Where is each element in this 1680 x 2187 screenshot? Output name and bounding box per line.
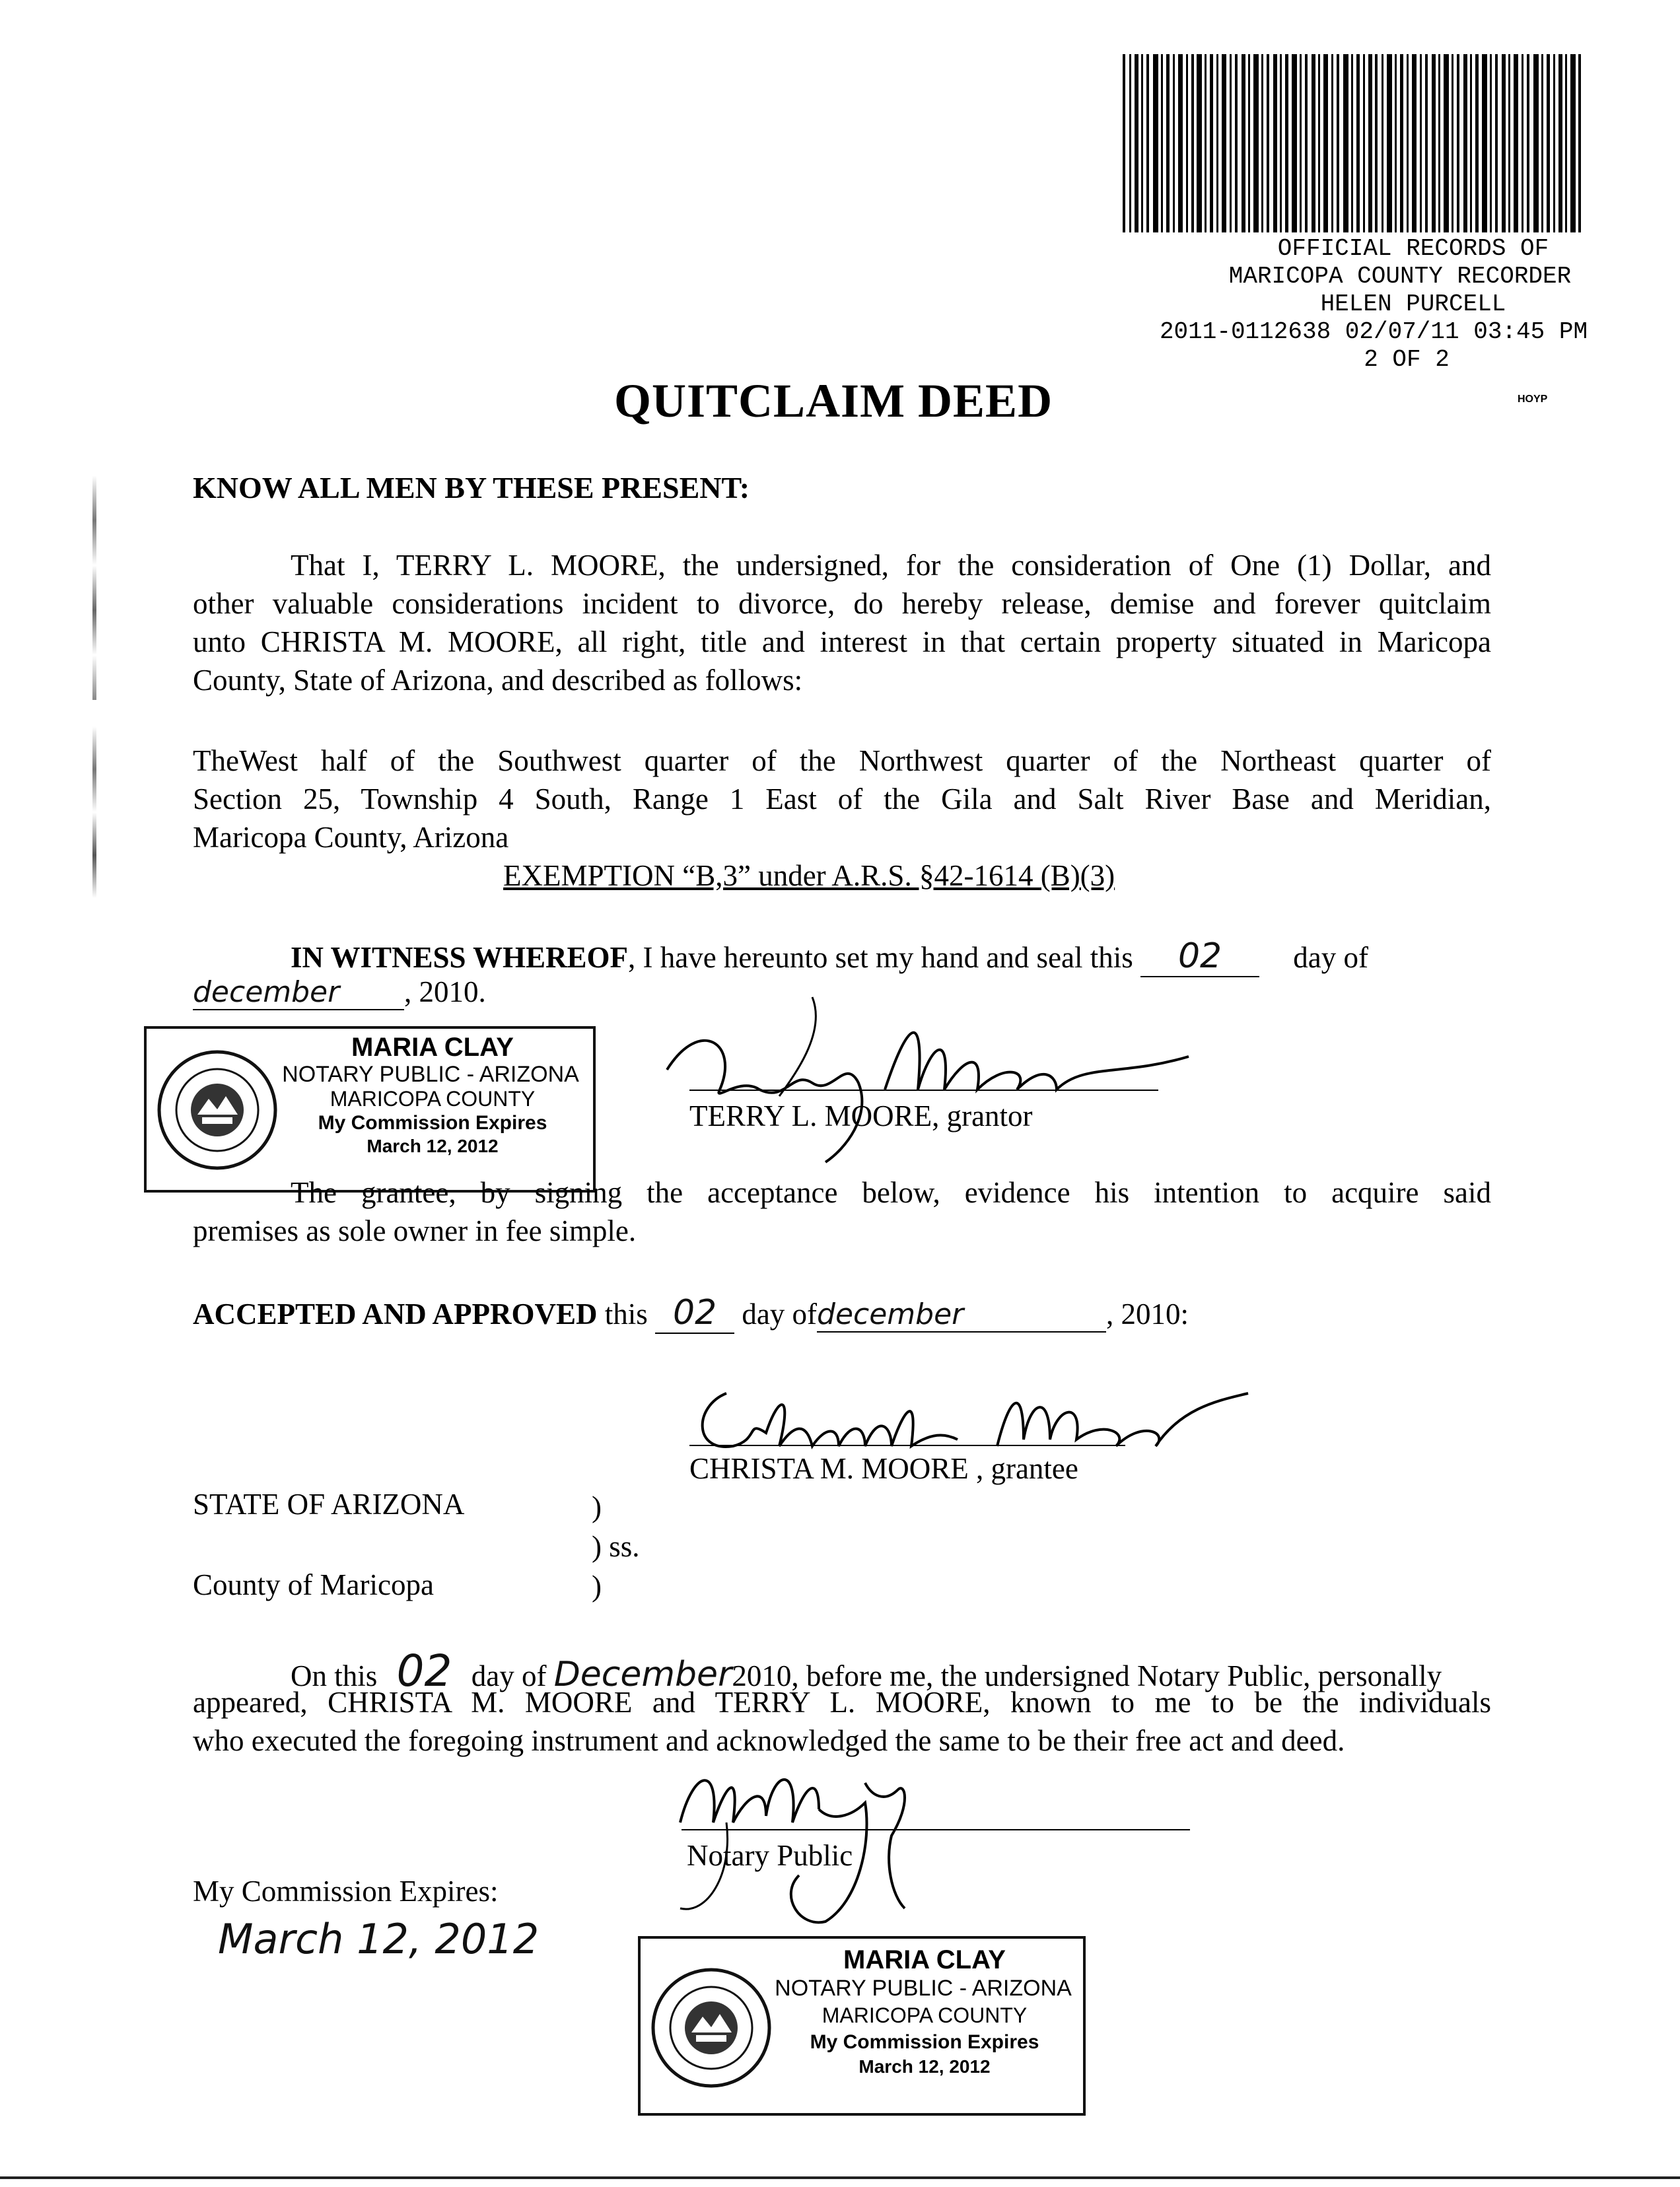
stamp-2-county: MARICOPA COUNTY [822, 2003, 1028, 2027]
legal-line-1: TheWest half of the Southwest quarter of the Northwest quarter of the Northeast quarter of [193, 744, 1491, 777]
ack-month-handwritten: December [553, 1655, 732, 1694]
para1-line-2: other valuable considerations incident to divorce, do hereby release, demise and forever quitclaim [193, 587, 1491, 620]
para1-text-1: That I, TERRY L. MOORE, the undersigned, for the consideration of One (1) Dollar, and [291, 549, 1491, 582]
grantor-signature [660, 990, 1202, 1175]
venue-county: County of Maricopa [193, 1568, 434, 1601]
witness-month-field [193, 975, 404, 1010]
arizona-seal-icon [650, 1966, 773, 2089]
grantor-signature-line [689, 1090, 1158, 1091]
commission-date-handwritten: March 12, 2012 [218, 1915, 540, 1963]
notary-stamp-2 [638, 1936, 1086, 2116]
accepted-month-field [817, 1297, 1106, 1333]
stamp-expires-label: My Commission Expires [318, 1112, 547, 1134]
grantee-para-line-2: premises as sole owner in fee simple. [193, 1214, 637, 1247]
scan-artifact [92, 726, 96, 898]
scan-artifact [92, 475, 96, 700]
recorder-line-2: MARICOPA COUNTY RECORDER [1228, 263, 1572, 290]
ack-on-this: On this [291, 1659, 378, 1692]
witness-day-field [1140, 936, 1259, 977]
accepted-month-handwritten: december [817, 1298, 964, 1331]
witness-month-handwritten: december [193, 975, 340, 1009]
witness-day-handwritten: 02 [1177, 936, 1222, 976]
stamp-expires-date: March 12, 2012 [367, 1136, 499, 1156]
exemption: EXEMPTION “B,3” under A.R.S. §42-1614 (B)(3) [503, 859, 1115, 892]
recorder-block [1123, 235, 1625, 374]
grantee-label: CHRISTA M. MOORE , grantee [689, 1452, 1078, 1485]
notary-signature-line [682, 1829, 1190, 1830]
grantee-para-line-1: The grantee, by signing the acceptance below, evidence his intention to acquire said [291, 1176, 1491, 1209]
ack-day-of: day of [471, 1659, 547, 1692]
witness-month-line [193, 975, 486, 1010]
stamp-title: NOTARY PUBLIC - ARIZONA [282, 1062, 579, 1087]
accepted-this: this [604, 1298, 648, 1331]
arizona-seal-icon [156, 1049, 279, 1171]
witness-bold: IN WITNESS WHEREOF [291, 941, 628, 974]
stamp-name: MARIA CLAY [351, 1033, 514, 1062]
bottom-border [0, 2176, 1680, 2179]
stamp-2-expires-date: March 12, 2012 [858, 2056, 991, 2077]
notary-stamp [144, 1026, 596, 1193]
ack-line-2: appeared, CHRISTA M. MOORE and TERRY L. MOORE, known to me to be the individuals [193, 1686, 1491, 1719]
venue-ss: ) ss. [592, 1530, 640, 1563]
stamp-2-name: MARIA CLAY [843, 1945, 1006, 1974]
witness-text: , I have hereunto set my hand and seal this [628, 941, 1133, 974]
witness-line [291, 936, 1368, 977]
witness-day-of: day of [1293, 941, 1368, 974]
accepted-day-field [655, 1293, 734, 1334]
accepted-line [193, 1293, 1189, 1334]
venue-state: STATE OF ARIZONA [193, 1488, 465, 1521]
ack-day-handwritten: 02 [396, 1646, 452, 1696]
recorder-line-3: HELEN PURCELL [1320, 291, 1506, 318]
recorder-line-1: OFFICIAL RECORDS OF [1277, 235, 1549, 262]
heading: KNOW ALL MEN BY THESE PRESENT: [193, 471, 750, 504]
barcode [1123, 54, 1585, 232]
witness-year: , 2010. [404, 975, 486, 1008]
para1-line-4: County, State of Arizona, and described as follows: [193, 664, 803, 697]
ack-line-3: who executed the foregoing instrument and acknowledged the same to be their free act and deed. [193, 1724, 1345, 1757]
accepted-day-of: day of [742, 1298, 818, 1331]
recorder-code: HOYP [1518, 394, 1548, 405]
venue-paren-1: ) [592, 1490, 602, 1523]
venue-paren-3: ) [592, 1570, 602, 1603]
stamp-county: MARICOPA COUNTY [330, 1087, 536, 1111]
notary-label: Notary Public [687, 1839, 853, 1872]
grantee-signature-line [689, 1445, 1125, 1446]
accepted-day-handwritten: 02 [672, 1293, 717, 1333]
para1-line-1 [291, 548, 1491, 582]
recorder-line-4: 2011-0112638 02/07/11 03:45 PM [1159, 318, 1588, 345]
legal-line-2: Section 25, Township 4 South, Range 1 East of the Gila and Salt River Base and Meridian, [193, 782, 1491, 816]
stamp-2-title: NOTARY PUBLIC - ARIZONA [775, 1976, 1072, 2001]
ack-line-1-rest: 2010, before me, the undersigned Notary Public, personally [732, 1659, 1442, 1692]
legal-line-3: Maricopa County, Arizona [193, 821, 509, 854]
commission-label: My Commission Expires: [193, 1875, 499, 1908]
stamp-2-expires-label: My Commission Expires [810, 2031, 1039, 2053]
document-title: QUITCLAIM DEED [614, 374, 1053, 427]
recorder-line-5: 2 OF 2 [1364, 346, 1450, 373]
accepted-year: , 2010: [1106, 1298, 1189, 1331]
accepted-bold: ACCEPTED AND APPROVED [193, 1298, 598, 1331]
para1-line-3: unto CHRISTA M. MOORE, all right, title and interest in that certain property situated in Maricopa [193, 625, 1491, 658]
grantor-label: TERRY L. MOORE, grantor [689, 1099, 1033, 1132]
